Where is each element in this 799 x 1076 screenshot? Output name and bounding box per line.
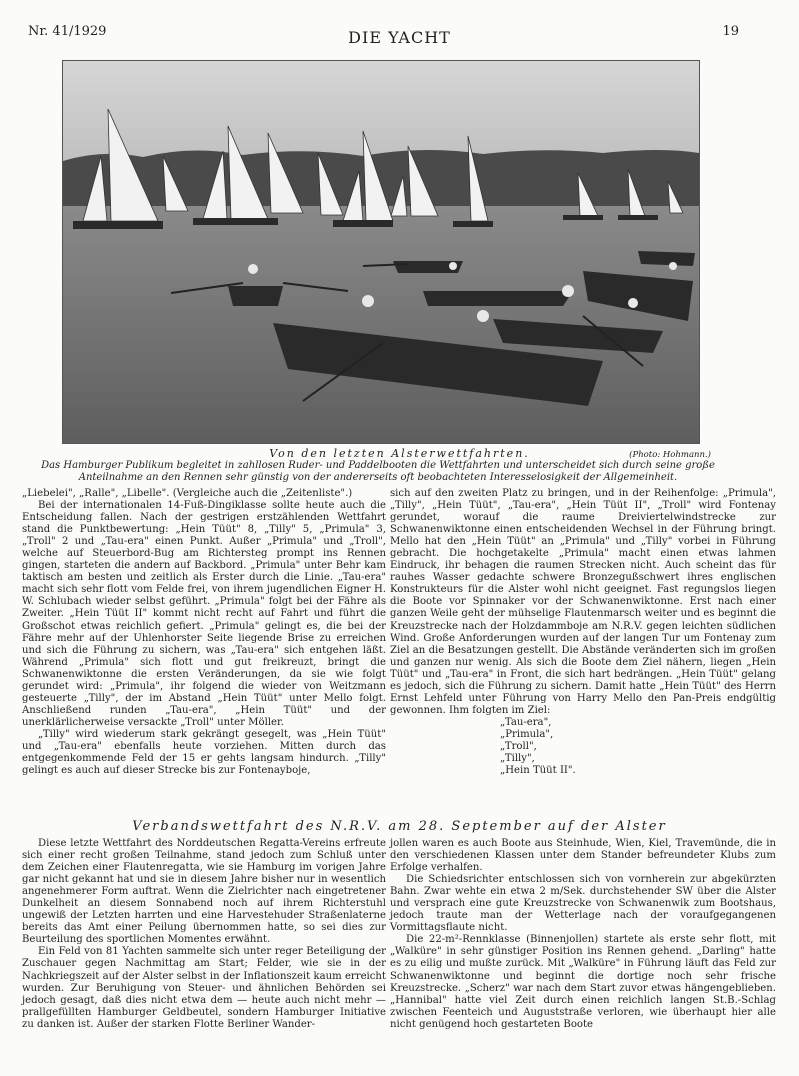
section-heading: Verbandswettfahrt des N.R.V. am 28. September auf der Alster bbox=[132, 819, 667, 834]
paragraph: Diese letzte Wettfahrt des Norddeutschen Regatta-Vereins erfreute sich einer recht großen Teilnahme, stand jedoch zum Schluß unter dem Zeichen einer Flautenregatta, wie sie Hamburg im vorigen Jahre gar nicht gekannt hat und sie in diesem Jahre bisher nur in wesentlich angenehmerer Form auftrat. Wenn die Zielrichter nach eingetretener Dunkelheit an diesem Sonnabend noch auf ihrem Richterstuhl ungewiß der Letzten harrten und eine Harvestehuder Straßenlaterne bereits das Amt einer Peilung übernommen hatte, so sei dies zur Beurteilung des sportlichen Momentes erwähnt. bbox=[22, 838, 386, 946]
article1-left-column bbox=[22, 488, 386, 777]
article2-right-column bbox=[390, 838, 776, 1031]
figure-title: Von den letzten Alsterwettfahrten. bbox=[269, 447, 530, 460]
article1-right-column bbox=[390, 488, 776, 777]
figure-caption: Das Hamburger Publikum begleitet in zahllosen Ruder- und Paddelbooten die Wettfahrten und unterscheidet sich durch seine große Anteilnahme an den Rennen sehr günstig von der andererseits oft beobachteten Interesselosigkeit der Allgemeinheit. bbox=[41, 460, 715, 483]
finisher: „Tilly", bbox=[500, 753, 535, 765]
finisher: „Hein Tüüt II". bbox=[500, 765, 576, 777]
paragraph: jollen waren es auch Boote aus Steinhude, Wien, Kiel, Travemünde, die in den verschiedenen Klassen unter dem Stander befreundeter Klubs zum Erfolge verhalfen. bbox=[390, 838, 776, 874]
photo-credit: (Photo: Hohmann.) bbox=[629, 450, 711, 460]
paragraph: Ein Feld von 81 Yachten sammelte sich unter reger Beteiligung der Zuschauer gegen Nachmittag am Start; Felder, wie sie in der Nachkriegszeit auf der Alster selbst in der Inflationszeit kaum erreicht wurden. Zur Beruhigung von Steuer- und ähnlichen Behörden sei jedoch gesagt, daß dies nicht etwa dem — heute auch nicht mehr — prallgefüllten Hamburger Geldbeutel, sondern Hamburger Initiative zu danken ist. Außer der starken Flotte Berliner Wander- bbox=[22, 946, 386, 1030]
finisher: „Tau-era", bbox=[500, 716, 552, 728]
issue-number: Nr. 41/1929 bbox=[28, 24, 107, 39]
page-number: 19 bbox=[722, 24, 739, 39]
paragraph: Die Schiedsrichter entschlossen sich von vornherein zur abgekürzten Bahn. Zwar wehte ein etwa 2 m/Sek. durchstehender SW über die Alster und versprach eine gute Kreuzstrecke von Schwanenwik zum Bootshaus, jedoch traute man der Wetterlage nach der voraufgegangenen Vormittagsflaute nicht. bbox=[390, 874, 776, 934]
paragraph: Die 22-m²-Rennklasse (Binnenjollen) startete als erste sehr flott, mit „Walküre" in sehr günstiger Position ins Rennen gehend. „Darling" hatte es zu eilig und mußte zurück. Mit „Walküre" in Führung läuft das Feld zur Schwanenwiktonne und beginnt die dortige noch sehr frische Kreuzstrecke. „Scherz" war nach dem Start zuvor etwas hängengeblieben. „Hannibal" hatte viel Zeit durch einen reichlich langen St.B.-Schlag zwischen Feenteich und Auguststraße verloren, wie überhaupt hier alle nicht genügend hoch gestarteten Boote bbox=[390, 934, 776, 1030]
paragraph: Bei der internationalen 14-Fuß-Dingiklasse sollte heute auch die Entscheidung fallen. Nach der gestrigen erstzählenden Wettfahrt stand die Punktbewertung: „Hein Tüüt" 8, „Tilly" 5, „Primula" 3, „Troll" 2 und „Tau-era" einen Punkt. Außer „Primula" und „Troll", welche auf Steuerbord-Bug am Richtersteg prompt ins Rennen gingen, starteten die andern auf Backbord. „Primula" unter Behr kam taktisch am besten und zeitlich als Erster durch die Linie. „Tau-era" macht sich sehr flott vom Felde frei, von ihrem jugendlichen Eigner H. W. Schlubach wieder selbst geführt. „Primula" folgt bei der Fähre als Zweiter. „Hein Tüüt II" kommt nicht recht auf Fahrt und führt die Großschot etwas reichlich gefiert. „Primula" gelingt es, die bei der Fähre mehr auf der Uhlenhorster Seite liegende Brise zu erreichen und sich die Führung zu sichern, was „Tau-era" sich entgehen läßt. Während „Primula" sich flott und gut freikreuzt, bringt die Schwanenwiktonne die ersten Veränderungen, da sie wie folgt gerundet wird: „Primula", ihr folgend die wieder von Weitzmann gesteuerte „Tilly", der im Abstand „Hein Tüüt" unter Mello folgt. Anschließend runden „Tau-era", „Hein Tüüt" und der unerklärlicherweise versackte „Troll" unter Möller. bbox=[22, 500, 386, 728]
regatta-photo bbox=[62, 60, 700, 444]
paragraph: „Tilly" wird wiederum stark gekrängt gesegelt, was „Hein Tüüt" und „Tau-era" ebenfalls heute vorziehen. Mitten durch das entgegenkommende Feld der 15 er gehts langsam hindurch. „Tilly" gelingt es auch auf dieser Strecke bis zur Fontenayboje, bbox=[22, 728, 386, 777]
paragraph: sich auf den zweiten Platz zu bringen, und in der Reihenfolge: „Primula", „Tilly", „Hein Tüüt", „Tau-era", „Hein Tüüt II", „Troll" wird Fontenay gerundet, worauf die raume Dreiviertelwindstrecke zur Schwanenwiktonne einen entscheidenden Wechsel in der Führung bringt. Mello hat den „Hein Tüüt" an „Primula" und „Tilly" vorbei in Führung gebracht. Die hochgetakelte „Primula" macht einen etwas lahmen Eindruck, ihr behagen die raumen Strecken nicht. Auch scheint das für rauhes Wasser gedachte schwere Bronzegußschwert ihres englischen Konstrukteurs für die Alster wohl nicht geeignet. Fast regungslos liegen die Boote vor Spinnaker vor der Schwanenwiktonne. Erst nach einer ganzen Weile geht der mühselige Flautenmarsch weiter und es beginnt die Kreuzstrecke nach der Holzdammboje am N.R.V. gegen leichten südlichen Wind. Große Anforderungen wurden auf der langen Tur um Fontenay zum Ziel an die Besatzungen gestellt. Die Abstände veränderten sich im großen und ganzen nur wenig. Als sich die Boote dem Ziel nähern, liegen „Hein Tüüt" und „Tau-era" in Front, die sich hart bedrängen. „Hein Tüüt" gelang es jedoch, sich die Führung zu sichern. Damit hatte „Hein Tüüt" des Herrn Ernst Lehfeld unter Führung von Harry Mello den Pan-Preis endgültig gewonnen. Ihm folgten im Ziel: bbox=[390, 488, 776, 716]
finisher: „Primula", bbox=[500, 728, 554, 740]
finisher: „Troll", bbox=[500, 740, 537, 752]
magazine-title: DIE YACHT bbox=[348, 28, 451, 47]
article2-left-column bbox=[22, 838, 386, 1031]
paragraph: „Liebelei", „Ralle", „Libelle". (Vergleiche auch die „Zeitenliste".) bbox=[22, 488, 353, 499]
